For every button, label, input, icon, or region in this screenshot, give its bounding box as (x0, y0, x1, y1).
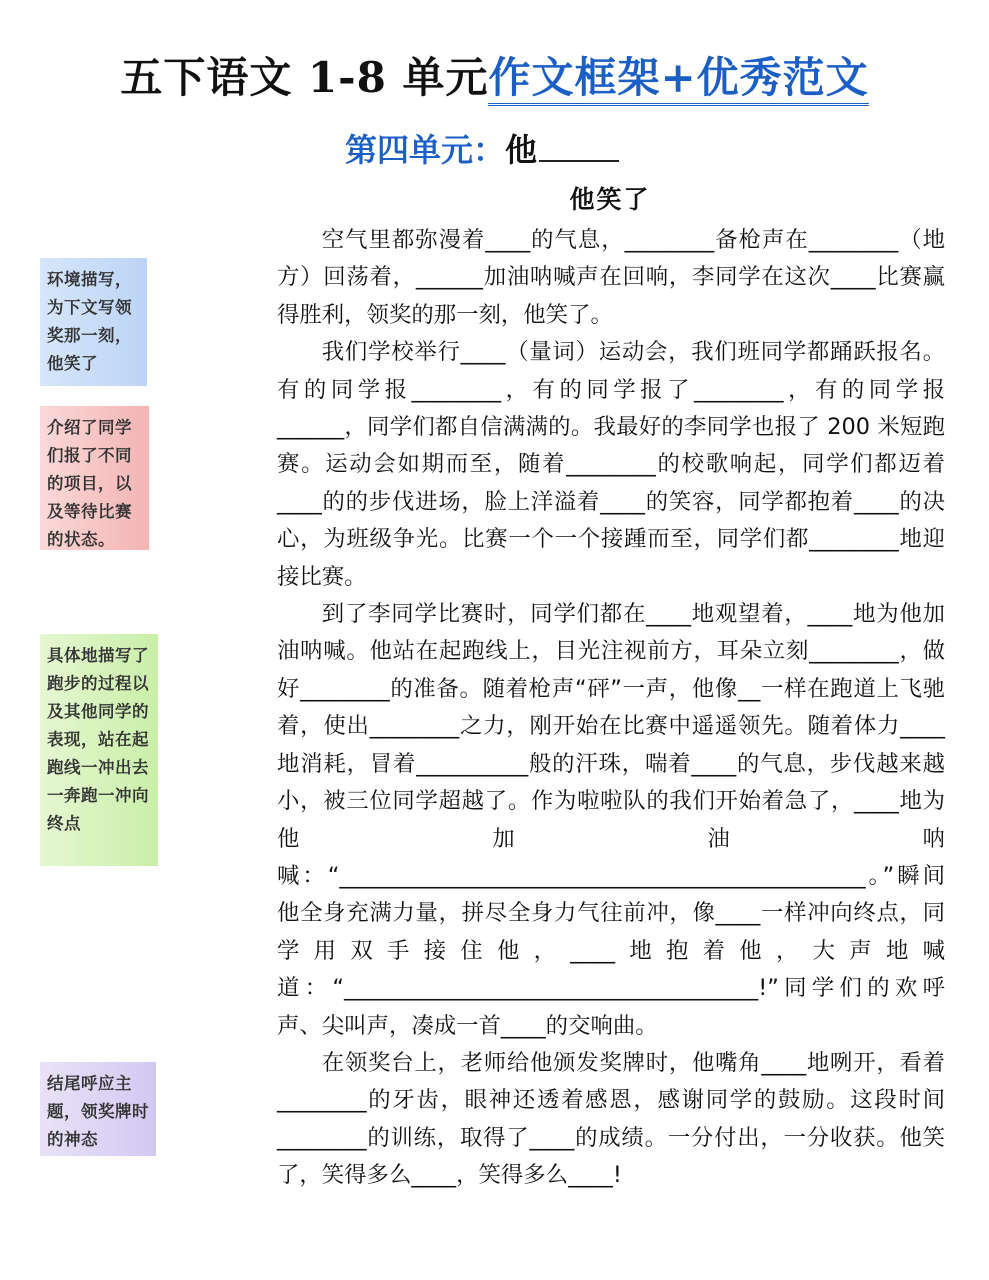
margin-note-events: 介绍了同学们报了不同的项目，以及等待比赛的状态。 (40, 406, 149, 550)
unit-label: 第四单元： (345, 131, 506, 169)
margin-note-ending: 结尾呼应主题，领奖牌时的神态 (40, 1062, 156, 1156)
page-title (0, 50, 989, 106)
unit-topic: 他 (505, 131, 538, 169)
essay-paragraph: 我们学校举行____（量词）运动会，我们班同学都踊跃报名。有的同学报________，有的同学报了________，有的同学报______，同学们都自信满满的。我最好的李同学也报了 200 米短跑赛。运动会如期而至，随着________的校歌响起，同学们都迈着____的的步伐进场，脸上洋溢着____的笑容，同学都抱着____的决心，为班级争光。比赛一个一个接踵而至，同学们都________地迎接比赛。 (277, 339, 945, 590)
essay-paragraph: 到了李同学比赛时，同学们都在____地观望着，____地为他加油呐喊。他站在起跑线上，目光注视前方，耳朵立刻________，做好________的准备。随着枪声“砰”一声，他像__一样在跑道上飞驰着，使出________之力，刚开始在比赛中遥遥领先。随着体力____地消耗，冒着__________般的汗珠，喘着____的气息，步伐越来越小，被三位同学超越了。作为啦啦队的我们开始着急了，____地为他加油呐喊：“_______________________________________________。”瞬间他全身充满力量，拼尽全身力气往前冲，像____一样冲向终点，同学用双手接住他，____地抱着他，大声地喊道：“_____________________________________!”同学们的欢呼声、尖叫声，凑成一首____的交响曲。 (277, 601, 945, 1039)
margin-note-environment: 环境描写，为下文写领奖那一刻，他笑了 (40, 258, 147, 386)
unit-heading (345, 126, 619, 174)
essay-body (277, 222, 945, 1195)
margin-note-race: 具体地描写了跑步的过程以及其他同学的表现，站在起跑线一冲出去一奔跑一冲向终点 (40, 634, 158, 866)
essay-paragraph: 在领奖台上，老师给他颁发奖牌时，他嘴角____地咧开，看着________的牙齿，眼神还透着感恩，感谢同学的鼓励。这段时间________的训练，取得了____的成绩。一分付出，一分收获。他笑了，笑得多么____，笑得多么____! (277, 1049, 945, 1189)
title-accent: 作文框架+优秀范文 (488, 53, 868, 106)
title-main: 五下语文 1-8 单元 (120, 53, 489, 102)
essay-title: 他笑了 (569, 185, 651, 214)
essay-paragraph: 空气里都弥漫着____的气息，________备枪声在________（地方）回荡着，______加油呐喊声在回响，李同学在这次____比赛赢得胜利，领奖的那一刻，他笑了。 (277, 227, 945, 328)
topic-blank (539, 126, 619, 162)
